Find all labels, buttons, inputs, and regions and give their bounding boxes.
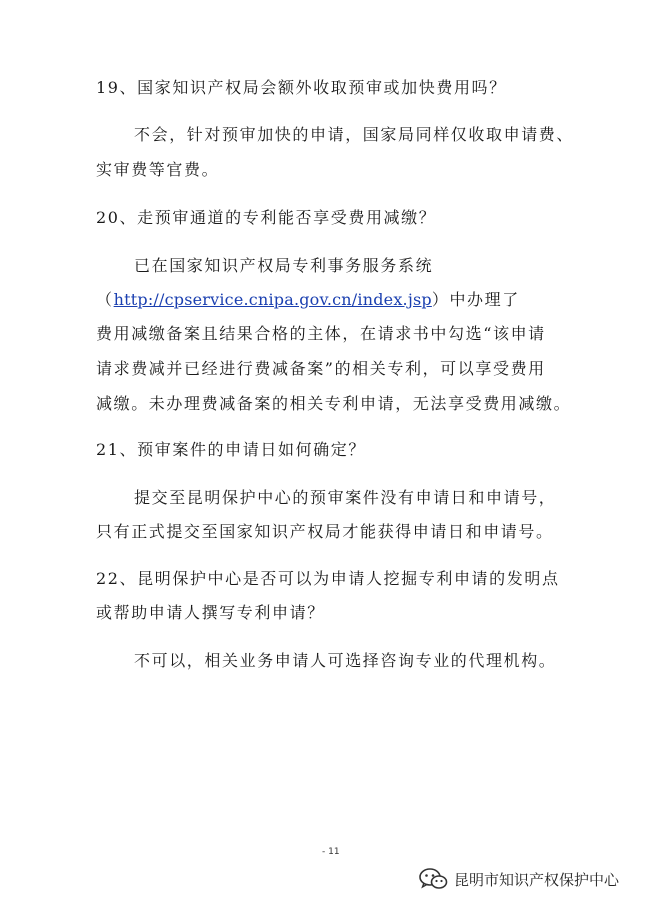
answer-20-line-3: 费用减缴备案且结果合格的主体，在请求书中勾选“该申请 bbox=[96, 324, 546, 343]
question-22-line-2: 或帮助申请人撰写专利申请？ bbox=[96, 603, 325, 622]
page-number: - 11 bbox=[322, 847, 340, 857]
cpservice-link[interactable]: http://cpservice.cnipa.gov.cn/index.jsp bbox=[113, 290, 432, 309]
answer-21-line-1: 提交至昆明保护中心的预审案件没有申请日和申请号， bbox=[134, 488, 557, 507]
answer-21-line-2: 只有正式提交至国家知识产权局才能获得申请日和申请号。 bbox=[96, 522, 554, 541]
answer-19-line-2: 实审费等官费。 bbox=[96, 160, 220, 179]
question-20: 20、走预审通道的专利能否享受费用减缴？ bbox=[96, 208, 437, 227]
link-open-paren: （ bbox=[96, 290, 114, 309]
question-19: 19、国家知识产权局会额外收取预审或加快费用吗？ bbox=[96, 78, 507, 97]
answer-20-line-1: 已在国家知识产权局专利事务服务系统 bbox=[134, 256, 434, 275]
answer-19-line-1: 不会，针对预审加快的申请，国家局同样仅收取申请费、 bbox=[134, 125, 575, 144]
link-close-paren: ）中办理了 bbox=[431, 290, 520, 309]
answer-20-line-5: 减缴。未办理费减备案的相关专利申请，无法享受费用减缴。 bbox=[96, 394, 572, 413]
watermark bbox=[418, 867, 619, 891]
answer-20-link-line bbox=[96, 292, 520, 308]
question-22-line-1: 22、昆明保护中心是否可以为申请人挖掘专利申请的发明点 bbox=[96, 569, 560, 588]
answer-22-line-1: 不可以，相关业务申请人可选择咨询专业的代理机构。 bbox=[134, 651, 557, 670]
wechat-icon bbox=[418, 867, 448, 891]
watermark-text: 昆明市知识产权保护中心 bbox=[454, 870, 620, 889]
answer-20-line-4: 请求费减并已经进行费减备案”的相关专利，可以享受费用 bbox=[96, 359, 546, 378]
question-21: 21、预审案件的申请日如何确定？ bbox=[96, 440, 366, 459]
